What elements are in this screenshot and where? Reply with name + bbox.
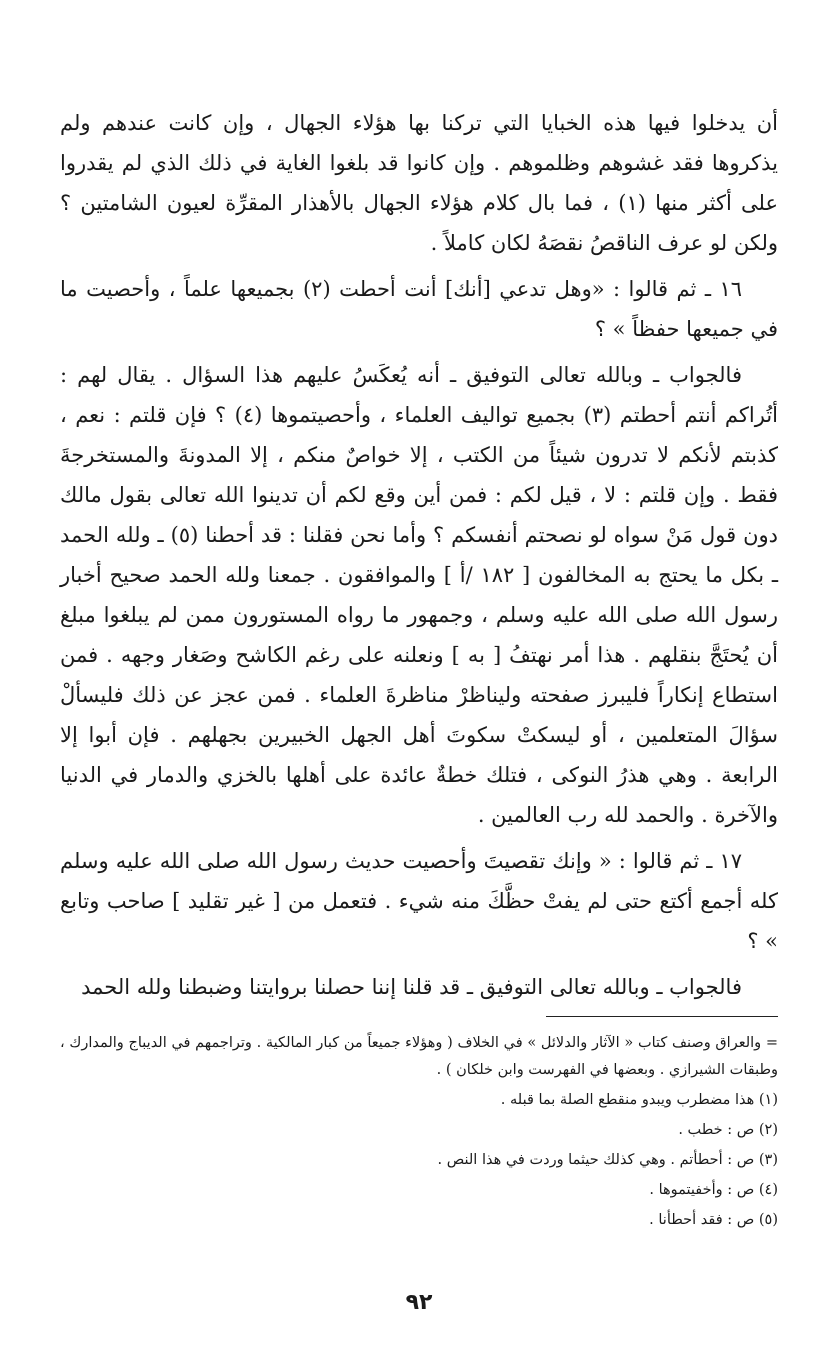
footnote-3: (٣) ص : أحطأتم . وهي كذلك حيثما وردت في هذا النص . [437,1152,778,1168]
footnote-continuation: = والعراق وصنف كتاب « الآثار والدلائل » في الخلاف ( وهؤلاء جميعاً من كبار المالكية . وتراجمهم في الديباج والمدارك ، وطبقات الشيرازي . وبعضها في الفهرست وابن خلكان ) . [60,1035,778,1078]
paragraph-continuation: أن يدخلوا فيها هذه الخبايا التي تركنا بها هؤلاء الجهال ، وإن كانت عندهم ولم يذكروها فقد غشوهم وظلموهم . وإن كانوا قد بلغوا الغاية في ذلك الذي لم يقدروا على أكثر منها (١) ، فما بال كلام هؤلاء الجهال بالأهذار المقرِّة لعيون الشامتين ؟ ولكن لو عرف الناقصُ نقصَهُ لكان كاملاً . [60,111,779,255]
footnote-separator [546,1016,778,1017]
footnote-5: (٥) ص : فقد أحطأنا . [649,1212,778,1228]
footnote-4: (٤) ص : وأخفيتموها . [649,1182,778,1198]
paragraph-item-16: ١٦ ـ ثم قالوا : «وهل تدعي [أنك] أنت أحطت (٢) بجميعها علماً ، وأحصيت ما في جميعها حفظاً » ؟ [60,277,778,341]
paragraph-answer-16: فالجواب ـ وبالله تعالى التوفيق ـ أنه يُعكَسُ عليهم هذا السؤال . يقال لهم : أتُراكم أنتم أحطتم (٣) بجميع تواليف العلماء ، وأحصيتموها (٤) ؟ فإن قلتم : نعم ، كذبتم لأنكم لا تدرون شيئاً من الكتب ، إلا خواصٌ منكم ، إلا المدونةَ والمستخرجةَ فقط . وإن قلتم : لا ، قيل لكم : فمن أين وقع لكم أن تدينوا الله تعالى بقول مالك دون قول مَنْ سواه لو نصحتم أنفسكم ؟ وأما نحن فقلنا : قد أحطنا (٥) ـ ولله الحمد ـ بكل ما يحتج به المخالفون [ ١٨٢ /أ ] والموافقون . جمعنا ولله الحمد صحيح أخبار رسول الله صلى الله عليه وسلم ، وجمهور ما رواه المستورون ممن لم يبلغوا مبلغ أن يُحتَجَّ بنقلهم . هذا أمر نهتفُ [ به ] ونعلنه على رغم الكاشح وصَغار وجهه . فمن استطاع إنكاراً فليبرز صفحته وليناظرْ مناظرةَ العلماء . فمن عجز عن ذلك فليسألْ سؤالَ المتعلمين ، أو ليسكتْ سكوتَ أهل الجهل الخبيرين بجهلهم . فإن أبوا إلا الرابعة . وهي هذرُ النوكى ، فتلك خطةٌ عائدة على أهلها بالخزي والدمار في الدنيا والآخرة . والحمد لله رب العالمين . [60,363,779,827]
paragraph-item-17: ١٧ ـ ثم قالوا : « وإنك تقصيتَ وأحصيت حديث رسول الله صلى الله عليه وسلم كله أجمع أكتع حتى لم يفتْ حظَّكَ منه شيء . فتعمل من [ غير تقليد ] صاحب وتابع » ؟ [60,849,778,953]
footnote-2: (٢) ص : خطب . [678,1122,778,1138]
main-text [60,103,778,1013]
paragraph-answer-17: فالجواب ـ وبالله تعالى التوفيق ـ قد قلنا إننا حصلنا بروايتنا وضبطنا ولله الحمد [81,975,742,999]
footnotes [60,1030,778,1234]
page-number: ٩٢ [405,1290,433,1315]
footnote-1: (١) هذا مضطرب ويبدو منقطع الصلة بما قبله . [500,1092,778,1108]
